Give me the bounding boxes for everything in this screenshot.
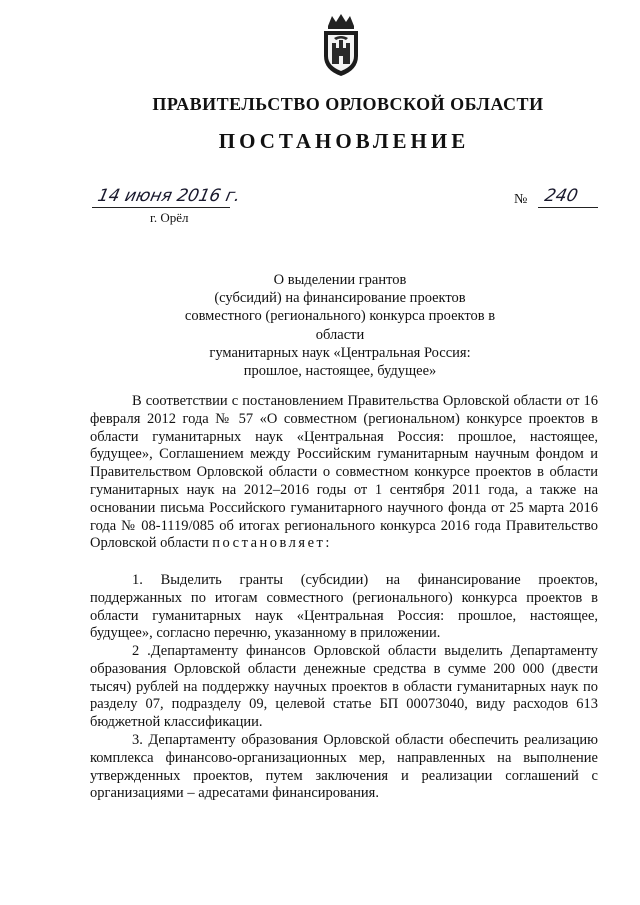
government-title: ПРАВИТЕЛЬСТВО ОРЛОВСКОЙ ОБЛАСТИ <box>152 94 544 114</box>
document-subject <box>170 271 510 380</box>
preamble-text: В соответствии с постановлением Правительства Орловской области от 16 февраля 2012 года № 57 «О совместном (региональном) конкурсе проектов в области гуманитарных наук «Центральная Россия: прошлое, настоящее, будущее», Соглашением между Российским гуманитарным научным фондом и Правительством Орловской области о совместном конкурсе проектов в области гуманитарных наук на 2012–2016 годы от 1 сентября 2011 года, а также на основании письма Российского гуманитарного научного фонда от 25 марта 2016 года № 08-1119/085 об итогах регионального конкурса 2016 года Правительство Орловской области <box>90 393 598 552</box>
coat-of-arms-icon <box>318 12 364 78</box>
item-3-paragraph: 3. Департаменту образования Орловской области обеспечить реализацию комплекса финансово-организационных мер, направленных на выполнение утвержденных проектов, путем заключения и реализации соглашений с организациями – адресатами финансирования. <box>90 732 598 802</box>
decree-word: постановляет: <box>212 535 332 552</box>
document-type-title: ПОСТАНОВЛЕНИЕ <box>218 129 470 153</box>
handwritten-date: 14 июня 2016 г. <box>95 186 243 206</box>
subject-line: гуманитарных наук «Центральная Россия: <box>209 344 471 361</box>
subject-line: прошлое, настоящее, будущее» <box>243 363 437 380</box>
subject-line: совместного (регионального) конкурса проектов в области <box>184 308 496 343</box>
item-1-paragraph: 1. Выделить гранты (субсидии) на финансирование проектов, поддержанных по итогам совместного (регионального) конкурса проектов в области гуманитарных наук «Центральная Россия: прошлое, настоящее, будущее», согласно перечню, указанному в приложении. <box>90 572 598 642</box>
preamble-paragraph <box>90 393 598 553</box>
city-label: г. Орёл <box>150 210 189 225</box>
subject-line: О выделении грантов <box>273 272 407 288</box>
handwritten-number: 240 <box>542 186 580 206</box>
item-2-paragraph: 2 .Департаменту финансов Орловской области выделить Департаменту образования Орловской области денежные средства в сумме 200 000 (двести тысяч) рублей на поддержку научных проектов в области гуманитарных наук по разделу 07, подразделу 09, целевой статье БП 00073040, виду расходов 613 бюджетной классификации. <box>90 643 598 731</box>
number-label: № <box>514 192 528 207</box>
subject-line: (субсидий) на финансирование проектов <box>214 290 466 307</box>
